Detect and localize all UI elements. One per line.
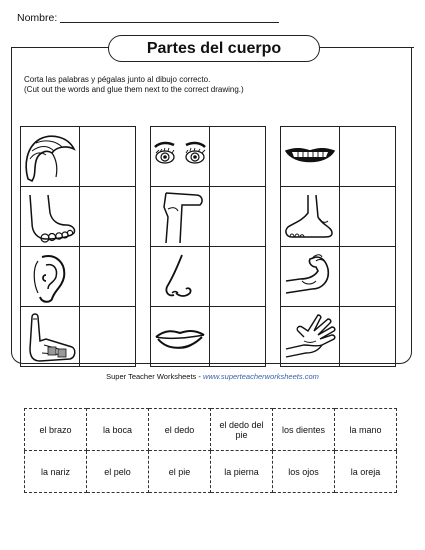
finger-icon [22, 309, 78, 365]
grid-row [151, 127, 266, 187]
footer-url[interactable]: www.superteacherworksheets.com [202, 372, 319, 381]
nose-icon [152, 249, 208, 305]
grid-row [21, 307, 136, 367]
picture-cell [151, 307, 210, 367]
grid-row [151, 307, 266, 367]
picture-cell [21, 187, 80, 247]
word-card[interactable]: el brazo [25, 409, 87, 451]
picture-cell [21, 247, 80, 307]
word-card[interactable]: la pierna [211, 451, 273, 493]
picture-cell [281, 127, 340, 187]
picture-cell [21, 127, 80, 187]
grid-row [281, 247, 396, 307]
answer-cell[interactable] [209, 127, 265, 187]
hand-icon [282, 309, 338, 365]
grid-row [281, 307, 396, 367]
word-card[interactable]: los dientes [273, 409, 335, 451]
word-card[interactable]: la mano [335, 409, 397, 451]
picture-cell [21, 307, 80, 367]
answer-cell[interactable] [209, 307, 265, 367]
eyes-icon [152, 129, 208, 185]
ear-icon [22, 249, 78, 305]
mouth-icon [152, 309, 208, 365]
footer-brand: Super Teacher Worksheets [106, 372, 197, 381]
instructions-spanish: Corta las palabras y pégalas junto al dibujo correcto. [24, 75, 211, 84]
answer-cell[interactable] [209, 247, 265, 307]
grid-row [151, 247, 266, 307]
name-line[interactable] [60, 22, 279, 23]
picture-grid-column-1 [20, 126, 136, 367]
foot-icon [282, 189, 338, 245]
word-card[interactable]: la nariz [25, 451, 87, 493]
answer-cell[interactable] [339, 187, 395, 247]
instructions-english: (Cut out the words and glue them next to the correct drawing.) [24, 85, 244, 94]
word-cards [24, 408, 397, 493]
grid-row [21, 127, 136, 187]
page-title: Partes del cuerpo [108, 35, 320, 62]
picture-cell [281, 307, 340, 367]
foot-toes-icon [22, 189, 78, 245]
grid-row [281, 127, 396, 187]
picture-cell [151, 127, 210, 187]
footer-separator: - [196, 372, 203, 381]
answer-cell[interactable] [209, 187, 265, 247]
word-card[interactable]: la boca [87, 409, 149, 451]
word-card-row [25, 451, 397, 493]
answer-cell[interactable] [339, 307, 395, 367]
grid-row [281, 187, 396, 247]
word-card[interactable]: la oreja [335, 451, 397, 493]
answer-cell[interactable] [339, 127, 395, 187]
answer-cell[interactable] [79, 307, 135, 367]
leg-icon [152, 189, 208, 245]
name-label: Nombre: [17, 12, 58, 24]
picture-cell [281, 187, 340, 247]
footer [0, 372, 425, 381]
arm-icon [282, 249, 338, 305]
word-card[interactable]: el pie [149, 451, 211, 493]
answer-cell[interactable] [339, 247, 395, 307]
word-card[interactable]: el pelo [87, 451, 149, 493]
answer-cell[interactable] [79, 247, 135, 307]
picture-cell [151, 247, 210, 307]
picture-cell [281, 247, 340, 307]
answer-cell[interactable] [79, 187, 135, 247]
picture-grid-column-2 [150, 126, 266, 367]
grid-row [21, 187, 136, 247]
picture-cell [151, 187, 210, 247]
grid-row [151, 187, 266, 247]
picture-grid-column-3 [280, 126, 396, 367]
grid-row [21, 247, 136, 307]
word-card[interactable]: el dedo [149, 409, 211, 451]
teeth-icon [282, 129, 338, 185]
word-card[interactable]: el dedo del pie [211, 409, 273, 451]
answer-cell[interactable] [79, 127, 135, 187]
hair-icon [22, 129, 78, 185]
word-card-row [25, 409, 397, 451]
word-card[interactable]: los ojos [273, 451, 335, 493]
